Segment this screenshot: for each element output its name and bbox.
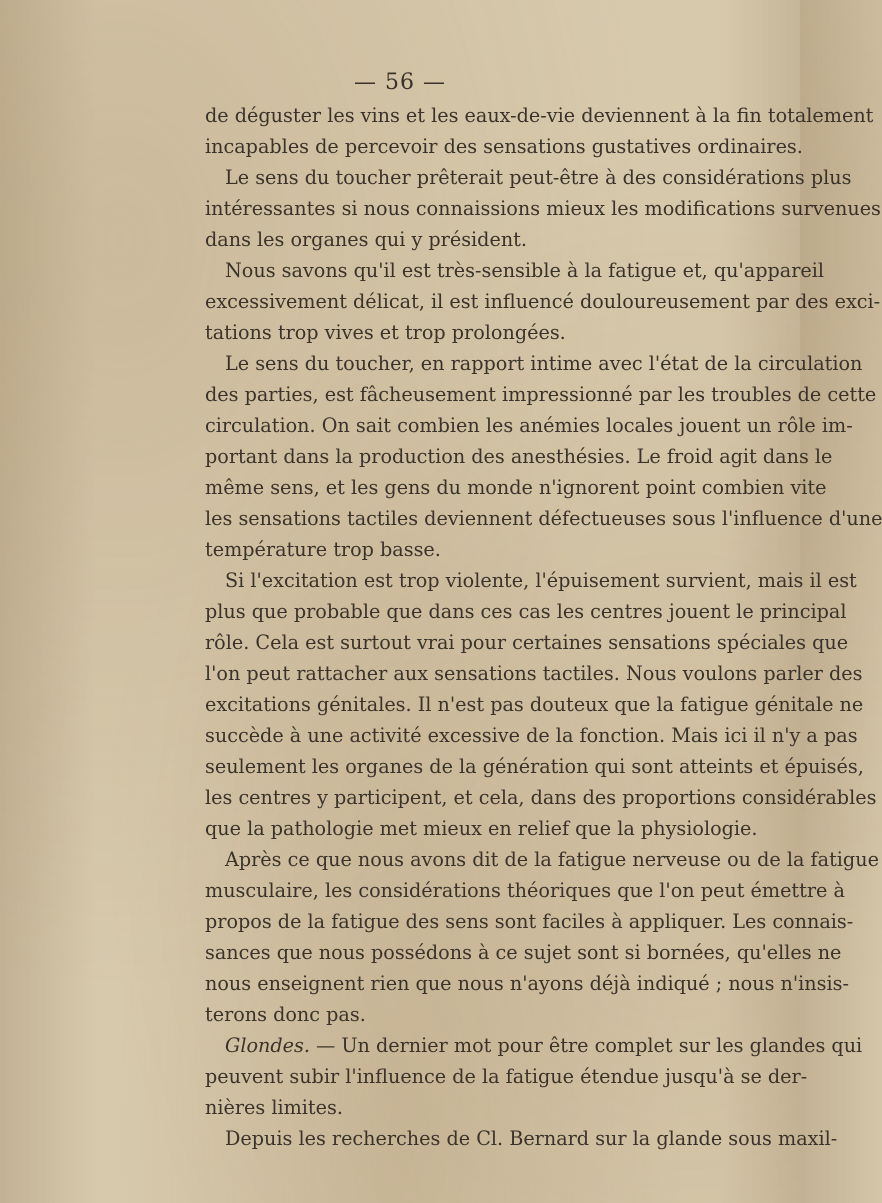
paragraph [205, 565, 877, 844]
text-line: Le sens du toucher, en rapport intime avec l'état de la circulation [225, 352, 863, 375]
text-line: succède à une activité excessive de la fonction. Mais ici il n'y a pas [205, 724, 858, 747]
text-line: nous enseignent rien que nous n'ayons déjà indiqué ; nous n'insis- [205, 972, 849, 995]
paragraph [205, 100, 874, 162]
text-line: propos de la fatigue des sens sont faciles à appliquer. Les connais- [205, 910, 854, 933]
text-line: Si l'excitation est trop violente, l'épuisement survient, mais il est [225, 569, 857, 592]
body-text [205, 100, 882, 1154]
page-number: — 56 — [354, 70, 446, 95]
text-line: nières limites. [205, 1096, 343, 1119]
text-line: seulement les organes de la génération qui sont atteints et épuisés, [205, 755, 864, 778]
text-line: même sens, et les gens du monde n'ignorent point combien vite [205, 476, 827, 499]
text-line: de déguster les vins et les eaux-de-vie deviennent à la fin totalement [205, 104, 874, 127]
text-line: rôle. Cela est surtout vrai pour certaines sensations spéciales que [205, 631, 849, 654]
text-line: les centres y participent, et cela, dans des proportions considérables [205, 786, 877, 809]
text-line: que la pathologie met mieux en relief que la physiologie. [205, 817, 758, 840]
text-line: les sensations tactiles deviennent défectueuses sous l'influence d'une [205, 507, 882, 530]
text-line: excessivement délicat, il est influencé douloureusement par des exci- [205, 290, 881, 313]
paragraph [205, 1030, 863, 1123]
text-line: température trop basse. [205, 538, 441, 561]
paragraph [205, 348, 882, 565]
paragraph [205, 844, 879, 1030]
text-line: Le sens du toucher prêterait peut-être à des considérations plus [225, 166, 852, 189]
text-line: musculaire, les considérations théoriques que l'on peut émettre à [205, 879, 845, 902]
text-line: excitations génitales. Il n'est pas douteux que la fatigue génitale ne [205, 693, 864, 716]
paragraph [205, 162, 881, 255]
paragraph [205, 255, 881, 348]
text-line: tations trop vives et trop prolongées. [205, 321, 566, 344]
text-line: l'on peut rattacher aux sensations tactiles. Nous voulons parler des [205, 662, 863, 685]
text-line: dans les organes qui y président. [205, 228, 527, 251]
text-line: peuvent subir l'influence de la fatigue étendue jusqu'à se der- [205, 1065, 808, 1088]
text-line: incapables de percevoir des sensations gustatives ordinaires. [205, 135, 803, 158]
text-line: plus que probable que dans ces cas les centres jouent le principal [205, 600, 847, 623]
text-line: Depuis les recherches de Cl. Bernard sur la glande sous maxil- [225, 1127, 838, 1150]
section-heading-italic: Glondes. [225, 1034, 310, 1057]
text-line: sances que nous possédons à ce sujet sont si bornées, qu'elles ne [205, 941, 842, 964]
paragraph [205, 1123, 838, 1154]
text-line: circulation. On sait combien les anémies locales jouent un rôle im- [205, 414, 853, 437]
text-line: portant dans la production des anesthésies. Le froid agit dans le [205, 445, 833, 468]
text-line: intéressantes si nous connaissions mieux les modifications survenues [205, 197, 881, 220]
text-line: des parties, est fâcheusement impressionné par les troubles de cette [205, 383, 877, 406]
text-line: terons donc pas. [205, 1003, 366, 1026]
text-line [205, 1030, 863, 1061]
text-line: Après ce que nous avons dit de la fatigue nerveuse ou de la fatigue [225, 848, 879, 871]
text-line: Nous savons qu'il est très-sensible à la fatigue et, qu'appareil [225, 259, 825, 282]
text-fragment: — Un dernier mot pour être complet sur les glandes qui [309, 1034, 863, 1057]
